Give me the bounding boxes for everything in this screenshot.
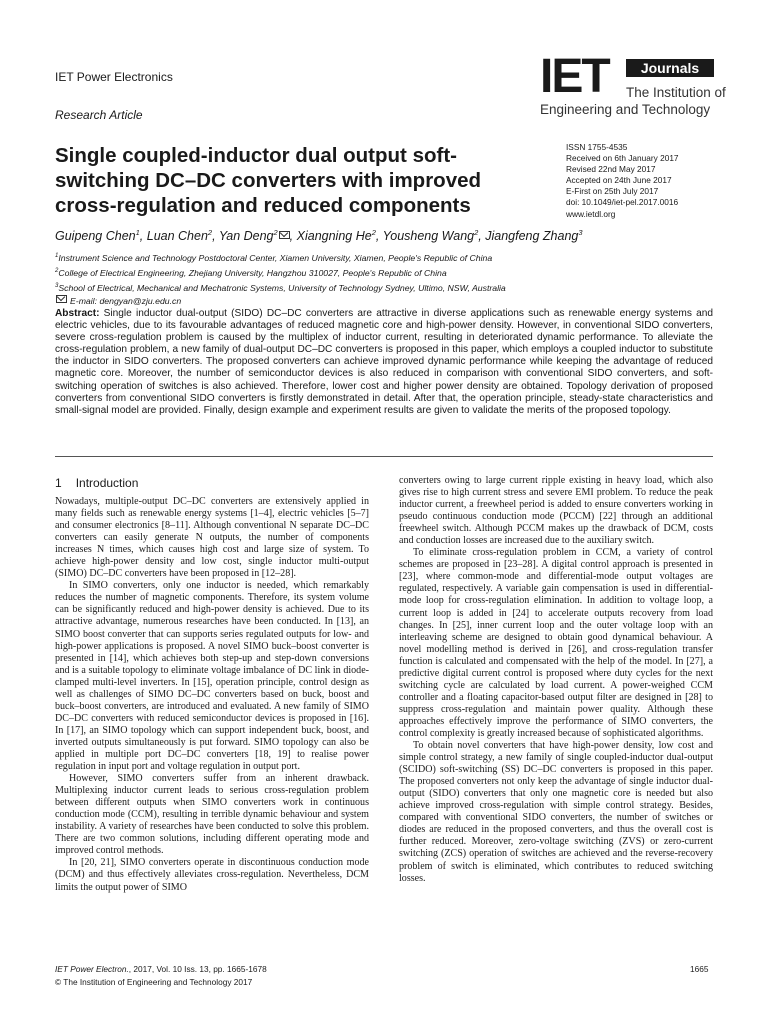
logo-journals-badge: Journals — [626, 59, 714, 77]
revised-date: Revised 22nd May 2017 — [566, 164, 656, 175]
author-affiliation-mark: 2 — [474, 228, 479, 237]
author-name: Yousheng Wang — [382, 229, 475, 244]
affiliation-mark: 2 — [55, 267, 59, 274]
envelope-icon — [279, 231, 290, 239]
paragraph: In SIMO converters, only one inductor is needed, which remarkably reduces the number of magnetic components. Therefore, its system volume can be significantly reduced and high-power density is achieved. Due to its attractive advantage, numerous researches have been conducted. In [13], an SIMO boost converter that can supports series regulated outputs for low- and high-power applications is proposed. A novel SIMO buck–boost converter is presented in [14], which achieves both step-up and step-down conversions and is a suitable topology to eliminate voltage imbalance of DC link in diode-clamped multi-level inverters. In [15], operation principle, control design as well as challenges of SIMO DC–DC converters based on buck, boost and buck–boost converters, are introduced and evaluated. A new family of SIMO DC–DC converters with reduced semiconductor devices is proposed in [16]. In [17], an SIMO topology which can support independent buck, boost, and inverted outputs simultaneously is put forward. SIMO topology can also be applied in multiple port DC–DC converters [18, 19] to realise power regulation in input port and voltage regulation in output port. — [55, 580, 369, 773]
logo-institution-line1: The Institution of — [626, 85, 726, 100]
received-date: Received on 6th January 2017 — [566, 153, 679, 164]
footer-journal-abbrev: IET Power Electron. — [55, 964, 129, 974]
affiliation — [55, 250, 506, 265]
doi: doi: 10.1049/iet-pel.2017.0016 — [566, 197, 679, 208]
logo-institution-line2: Engineering and Technology — [540, 102, 711, 117]
affiliation — [55, 265, 506, 280]
abstract-text: Single inductor dual-output (SIDO) DC–DC converters are attractive in diverse applications such as renewable energy systems and electric vehicles, due to its favourable advantages of reduced magnetic core and high-power density. However, in conventional SIDO converters, severe cross-regulation problem is caused by the multiplex of inductor current, resulting in deteriorated dynamic performance. To alleviate the cross-regulation problem, a new family of dual-output DC–DC converters is proposed in this paper, which employs a coupled inductor to substitute the inductor in SIDO converters. The proposed converters can achieve improved dynamic performance while keeping the advantage of reduced magnetic core. Moreover, the number of semiconductor devices is also reduced in comparison with conventional SIDO converters, and soft-switching operation of switches is also achieved. Therefore, lower cost and higher power density are obtained. Topology derivation of proposed converters from conventional SIDO converters is firstly demonstrated in detail. After that, the operation principle, steady-state characteristics and small-signal model are provided. Finally, design example and experiment results are given to validate the merits of the proposed topology. — [55, 308, 713, 416]
author-list: Guipeng Chen$^1$, Luan Chen$^2$, Yan Deng$^2$ , Xiangning He$^2$, Yousheng Wang$^2$, Jiangfeng Zhang$^3$ — [55, 228, 583, 244]
paragraph: However, SIMO converters suffer from an inherent drawback. Multiplexing inductor current leads to serious cross-regulation problem between different outputs when SIMO converters work in continuous conduction mode (CCM), resulting in terrible dynamic behaviour and system instability. A variety of researches have been conducted to solve this problem. There are two common solutions, including different operating mode and improved control methods. — [55, 773, 369, 857]
author-name: Luan Chen — [146, 229, 208, 244]
envelope-icon — [56, 295, 67, 303]
affiliation-text: College of Electrical Engineering, Zhejiang University, Hangzhou 310027, People's Republic of China — [58, 267, 447, 278]
paragraph: Nowadays, multiple-output DC–DC converters are extensively applied in many fields such as renewable energy systems [1–4], electric vehicles [5–7] and consumer electronics [8–11]. Although conventional N separate DC–DC converters can easily generate N outputs, the number of components increases N times, which causes high cost and large size of system. To achieve high-power density and low cost, single inductor multi-output (SIMO) DC–DC converters have been proposed in [12–28]. — [55, 496, 369, 580]
iet-journals-logo — [540, 50, 726, 125]
issn: ISSN 1755-4535 — [566, 142, 628, 152]
author-affiliation-mark: 2 — [273, 228, 278, 237]
affiliation-mark: 1 — [55, 253, 59, 259]
footer-citation — [55, 964, 267, 974]
article-meta — [566, 142, 679, 220]
author-affiliation-mark: 1 — [135, 228, 140, 237]
author-affiliation-mark: 2 — [207, 228, 213, 237]
abstract-label: Abstract: — [55, 308, 100, 319]
article-type: Research Article — [55, 108, 143, 122]
paragraph: To obtain novel converters that have high-power density, low cost and simple control strategy, a new family of single coupled-inductor dual-output (SCIDO) soft-switching (SS) DC–DC converters is proposed in this paper. The proposed converters not only keep the advantage of single inductor dual-output (SIDO) converters that only one magnetic core is needed but also achieve improved cross-regulation with simple control strategy. Besides, compared with conventional SIDO converters, the number of switches or diodes are reduced in the proposed converters, and thus the overall cost is further reduced. Moreover, zero-voltage switching (ZVS) or zero-current switching (ZCS) operation of switches are achieved and the reverse-recovery problem of switch is eliminated, which contributes to reduced switching losses. — [399, 740, 713, 884]
author-name: Guipeng Chen — [55, 229, 136, 244]
footer-copyright: © The Institution of Engineering and Technology 2017 — [55, 977, 253, 987]
logo-mark: IET — [540, 50, 609, 103]
author-name: Yan Deng — [218, 229, 274, 244]
author-name: Jiangfeng Zhang — [485, 229, 579, 244]
website-url: www.ietdl.org — [566, 208, 616, 219]
affiliation-list — [55, 250, 506, 308]
author-affiliation-mark: 3 — [578, 228, 583, 237]
paragraph: converters owing to large current ripple existing in heavy load, which also gives rise to high current stress and severe EMI problem. To reduce the peak inductor current, a freewheel period is added to ensure converters working in pseudo continuous conduction mode (PCCM) [22] through an additional freewheel switch. Although PCCM makes up the drawback of DCM, costs and conduction losses are increased due to the auxiliary switch. — [399, 475, 713, 547]
affiliation-text: Instrument Science and Technology Postdoctoral Center, Xiamen University, Xiamen, People's Republic of China — [58, 252, 493, 263]
section-heading — [55, 476, 369, 490]
affiliation-mark: 3 — [55, 282, 59, 289]
paragraph: To eliminate cross-regulation problem in CCM, a variety of control schemes are proposed in [23–28]. A digital control approach is presented in [23], where common-mode and differential-mode output voltages are regulated, respectively. A variable gain compensation is used in differential-mode loop for cross-regulation elimination. In addition to voltage loop, a current loop is added in [24] to accelerate outputs recovery from load changes. In [25], inner current loop and the outer voltage loop with an interleaving scheme are designed to obtain good dynamical behaviour. A novel modelling method is derived in [26], and cross-regulation transfer function is calculated and compensated with the help of the model. In [27], a predictive digital current control is proposed where duty cycles for the next switching cycle are calculated by load current. A power-weighed CCM controller and a floating capacitor-based output filter are designed in [28] to suppress cross-regulation and maintain power quality. Although these approaches effectively improve the performance of SIMO converters, the control complexity is greatly increased because of sophisticated algorithms. — [399, 547, 713, 739]
body-column-right — [399, 475, 713, 885]
paper-title: Single coupled-inductor dual output soft-switching DC–DC converters with improved cross-regulation and reduced components — [55, 144, 482, 217]
affiliation — [55, 280, 506, 295]
body-column-left — [55, 476, 369, 894]
page-number: 1665 — [690, 964, 709, 974]
corresponding-email[interactable]: E-mail: dengyan@zju.edu.cn — [70, 295, 182, 306]
author-affiliation-mark: 2 — [371, 228, 376, 237]
footer-citation-details: , 2017, Vol. 10 Iss. 13, pp. 1665-1678 — [128, 964, 267, 974]
email-line — [55, 295, 506, 308]
affiliation-text: School of Electrical, Mechanical and Mechatronic Systems, University of Technology Sydney, Ultimo, NSW, Australia — [58, 282, 506, 293]
accepted-date: Accepted on 24th June 2017 — [566, 175, 672, 186]
section-title: Introduction — [75, 476, 139, 490]
author-name: Xiangning He — [296, 229, 372, 244]
efirst-date: E-First on 25th July 2017 — [566, 186, 659, 197]
paragraph: In [20, 21], SIMO converters operate in discontinuous conduction mode (DCM) and thus effectively alleviates cross-regulation. Nevertheless, DCM limits the output power of SIMO — [55, 857, 369, 893]
divider — [55, 456, 713, 457]
journal-name: IET Power Electronics — [55, 70, 173, 84]
abstract — [55, 308, 713, 417]
section-number: 1 — [55, 476, 62, 490]
